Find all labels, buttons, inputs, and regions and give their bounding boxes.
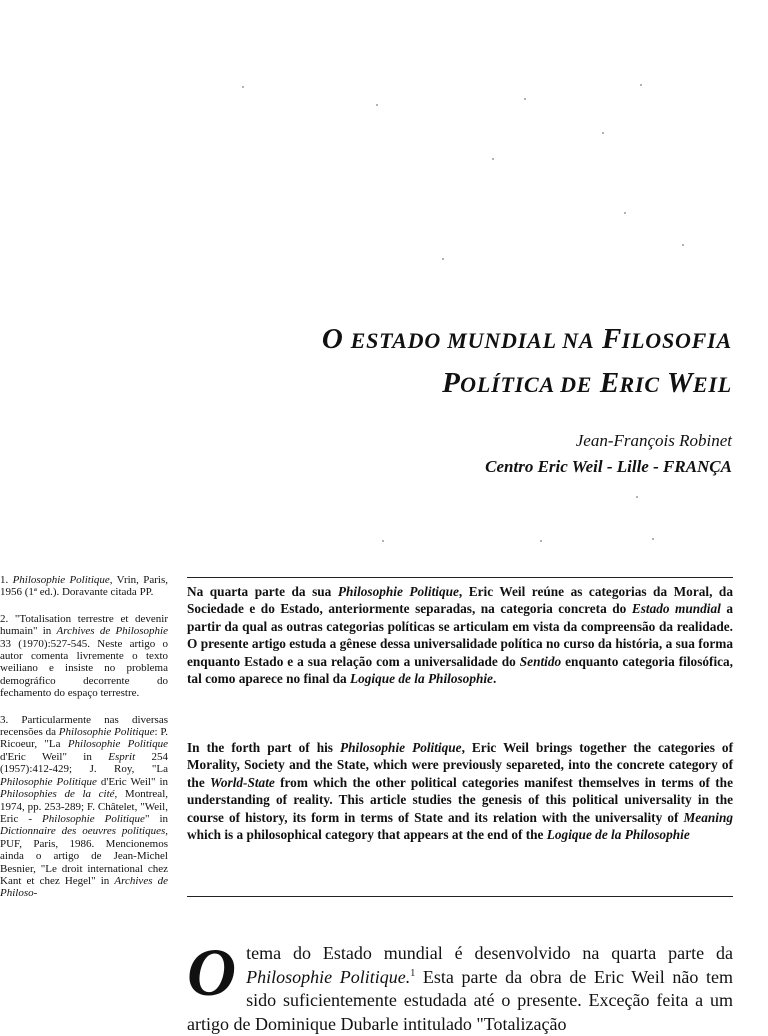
abstract-top-rule — [187, 577, 733, 578]
title-line-2: POLÍTICA DE ERIC WEIL — [442, 367, 732, 399]
footnotes-column — [0, 574, 168, 914]
footnote-2: 2. "Totalisation terrestre et devenir humain" in Archives de Philosophie 33 (1970):527-545. Neste artigo o autor comenta livremente o texto weiliano e insiste no problema demográfico decorrente do fechamento do espaço terrestre. — [0, 612, 168, 700]
scan-artifact — [682, 244, 684, 246]
author-block — [485, 428, 732, 480]
scan-artifact — [602, 132, 604, 134]
abstract-bottom-rule — [187, 896, 733, 897]
scan-artifact — [524, 98, 526, 100]
drop-cap: O — [187, 934, 237, 1010]
scan-artifact — [442, 258, 444, 260]
author-institution: Centro Eric Weil - Lille - FRANÇA — [485, 457, 732, 476]
body-text: Otema do Estado mundial é desenvolvido na quarta parte da Philosophie Politique.$^1$ Esta parte da obra de Eric Weil não tem sido suficientemente estudada até o presente. Exceção feita a um artigo de Dominique Dubarle intitulado "Totalização — [187, 934, 734, 1034]
article-title — [322, 318, 732, 406]
footnote-ref-1: 1 — [410, 967, 416, 979]
scan-artifact — [492, 158, 494, 160]
author-name: Jean-François Robinet — [575, 431, 732, 450]
abstract-portuguese: Na quarta parte da sua Philosophie Politique, Eric Weil reúne as categorias da Moral, da Sociedade e do Estado, anteriormente separadas, na categoria concreta do Estado mundial a partir da qual as outras categorias políticas se articulam em vista da compreensão da realidade. O presente artigo estuda a gênese dessa universalidade política no curso da história, a sua forma enquanto Estado e a sua relação com a universalidade do Sentido enquanto categoria filosófica, tal como aparece no final da Logique de la Philosophie. — [187, 584, 734, 687]
footnote-1: 1. Philosophie Politique, Vrin, Paris, 1956 (1ª ed.). Doravante citada PP. — [0, 574, 168, 599]
scan-artifact — [382, 540, 384, 542]
scan-artifact — [624, 212, 626, 214]
scan-artifact — [540, 540, 542, 542]
footnote-3: 3. Particularmente nas diversas recensões da Philosophie Politique: P. Ricoeur, "La Philosophie Politique d'Eric Weil" in Esprit 254 (1957):412-429; J. Roy, "La Philosophie Politique d'Eric Weil" in Philosophies de la cité, Montreal, 1974, pp. 253-289; F. Châtelet, "Weil, Eric - Philosophie Politique" in Dictionnaire des oeuvres politiques, PUF, Paris, 1986. Mencionemos ainda o artigo de Jean-Michel Besnier, "Le droit international chez Kant et chez Hegel" in Archives de Philoso- — [0, 713, 169, 900]
scan-artifact — [376, 104, 378, 106]
abstract-english: In the forth part of his Philosophie Politique, Eric Weil brings together the categories of Morality, Society and the State, which were previously separeted, into the concrete category of the World-State from which the other political categories manifest themselves in terms of the understanding of reality. This article studies the genesis of this political universality in the course of history, its form in terms of State and its relation with the universality of Meaning which is a philosophical category that appears at the end of the Logique de la Philosophie — [187, 740, 733, 843]
title-line-1: O ESTADO MUNDIAL NA FILOSOFIA — [321, 323, 732, 355]
scan-artifact — [652, 538, 654, 540]
scan-artifact — [242, 86, 244, 88]
scan-artifact — [636, 496, 638, 498]
scan-artifact — [640, 84, 642, 86]
